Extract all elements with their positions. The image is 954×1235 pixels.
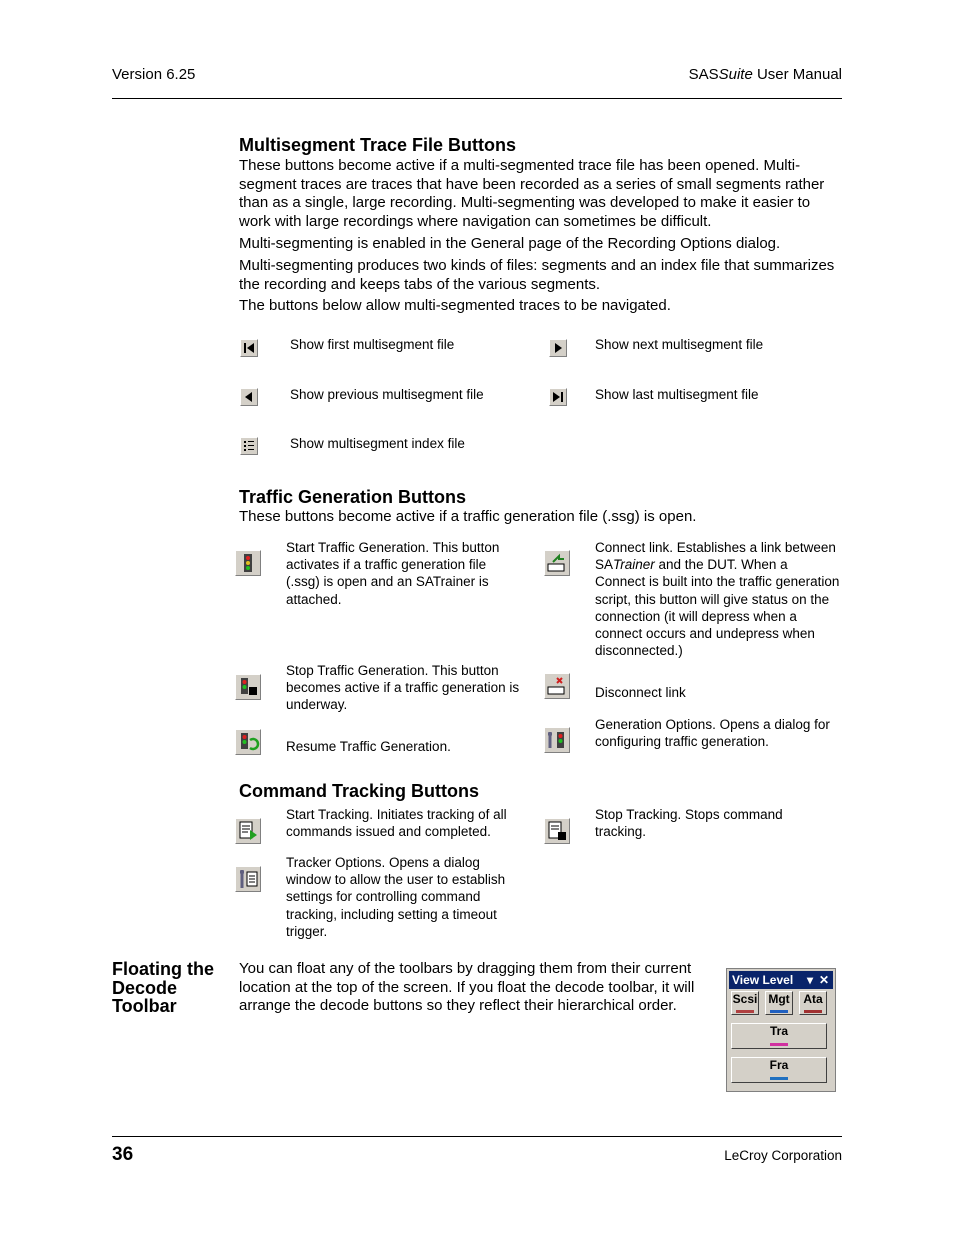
ata-button[interactable]: Ata bbox=[799, 991, 827, 1015]
disconnect-link-icon[interactable] bbox=[544, 673, 570, 699]
fra-button[interactable]: Fra bbox=[731, 1057, 827, 1083]
footer-rule bbox=[112, 1136, 842, 1137]
disconnect-link-label: Disconnect link bbox=[595, 685, 686, 700]
traffic-intro: These buttons become active if a traffic generation file (.ssg) is open. bbox=[239, 508, 697, 525]
header-rule bbox=[112, 98, 842, 99]
start-tracking-label: Start Tracking. Initiates tracking of all commands issued and completed. bbox=[286, 807, 507, 840]
footer-company: LeCroy Corporation bbox=[724, 1148, 842, 1163]
start-traffic-icon[interactable] bbox=[235, 550, 261, 576]
chevron-down-icon[interactable]: ▾ bbox=[806, 973, 813, 987]
resume-traffic-label: Resume Traffic Generation. bbox=[286, 739, 451, 754]
previous-segment-label: Show previous multisegment file bbox=[290, 387, 484, 402]
scsi-button[interactable]: Scsi bbox=[731, 991, 759, 1015]
close-icon[interactable]: ✕ bbox=[818, 973, 829, 987]
previous-segment-icon[interactable] bbox=[240, 388, 258, 406]
next-segment-label: Show next multisegment file bbox=[595, 337, 764, 352]
stop-traffic-label: Stop Traffic Generation. This button becomes active if a traffic generation is underway. bbox=[286, 663, 520, 713]
multiseg-paragraph-4: The buttons below allow multi-segmented traces to be navigated. bbox=[239, 297, 671, 314]
header-version: Version 6.25 bbox=[112, 66, 196, 83]
first-segment-icon[interactable] bbox=[240, 339, 258, 357]
index-file-icon[interactable] bbox=[240, 437, 258, 455]
last-segment-icon[interactable] bbox=[549, 388, 567, 406]
stop-tracking-icon[interactable] bbox=[544, 818, 570, 844]
stop-traffic-icon[interactable] bbox=[235, 674, 261, 700]
generation-options-icon[interactable] bbox=[544, 727, 570, 753]
multiseg-heading: Multisegment Trace File Buttons bbox=[239, 135, 517, 155]
tracker-options-label: Tracker Options. Opens a dialog window to allow the user to establish settings for controlling command tracking, including setting a timeout trigger. bbox=[286, 855, 506, 939]
connect-link-icon[interactable] bbox=[544, 550, 570, 576]
last-segment-label: Show last multisegment file bbox=[595, 387, 759, 402]
first-segment-label: Show first multisegment file bbox=[290, 337, 455, 352]
resume-traffic-icon[interactable] bbox=[235, 729, 261, 755]
multiseg-paragraph-3: Multi-segmenting produces two kinds of files: segments and an index file that summarizes the recording and keeps tabs of the various segments. bbox=[239, 257, 835, 293]
tracking-heading: Command Tracking Buttons bbox=[239, 781, 480, 801]
view-level-titlebar[interactable]: View Level ▾ ✕ bbox=[729, 971, 833, 989]
floating-heading: Floating the Decode Toolbar bbox=[112, 959, 214, 1016]
next-segment-icon[interactable] bbox=[549, 339, 567, 357]
start-traffic-label: Start Traffic Generation. This button activates if a traffic generation file (.ssg) is open and an SATrainer is attached. bbox=[286, 540, 500, 607]
mgt-button[interactable]: Mgt bbox=[765, 991, 793, 1015]
floating-paragraph: You can float any of the toolbars by dragging them from their current location at the top of the screen. If you float the decode toolbar, it will arrange the decode buttons so they reflect their hierarchical order. bbox=[239, 960, 695, 1015]
tracker-options-icon[interactable] bbox=[235, 866, 261, 892]
traffic-heading: Traffic Generation Buttons bbox=[239, 487, 467, 507]
page-number: 36 bbox=[112, 1144, 134, 1165]
index-file-label: Show multisegment index file bbox=[290, 436, 465, 451]
stop-tracking-label: Stop Tracking. Stops command tracking. bbox=[595, 807, 783, 840]
multiseg-paragraph-2: Multi-segmenting is enabled in the General page of the Recording Options dialog. bbox=[239, 235, 781, 252]
generation-options-label: Generation Options. Opens a dialog for configuring traffic generation. bbox=[595, 717, 830, 750]
header-manual-title: SASSuite User Manual bbox=[688, 66, 842, 83]
multiseg-paragraph-1: These buttons become active if a multi-segmented trace file has been opened. Multi-segment traces are traces that have been recorded as a series of small segments rather than as a single, large recording. Multi-segmenting was developed to make it easier to work with large recordings where navigation can sometimes be difficult. bbox=[239, 157, 825, 230]
view-level-toolbar[interactable] bbox=[726, 968, 836, 1092]
connect-link-label: Connect link. Establishes a link between SATrainer and the DUT. When a Connect is built into the traffic generation script, this button will give status on the connection (it will depress when a connect occurs and undepress when disconnected.) bbox=[595, 540, 840, 659]
tra-button[interactable]: Tra bbox=[731, 1023, 827, 1049]
start-tracking-icon[interactable] bbox=[235, 818, 261, 844]
